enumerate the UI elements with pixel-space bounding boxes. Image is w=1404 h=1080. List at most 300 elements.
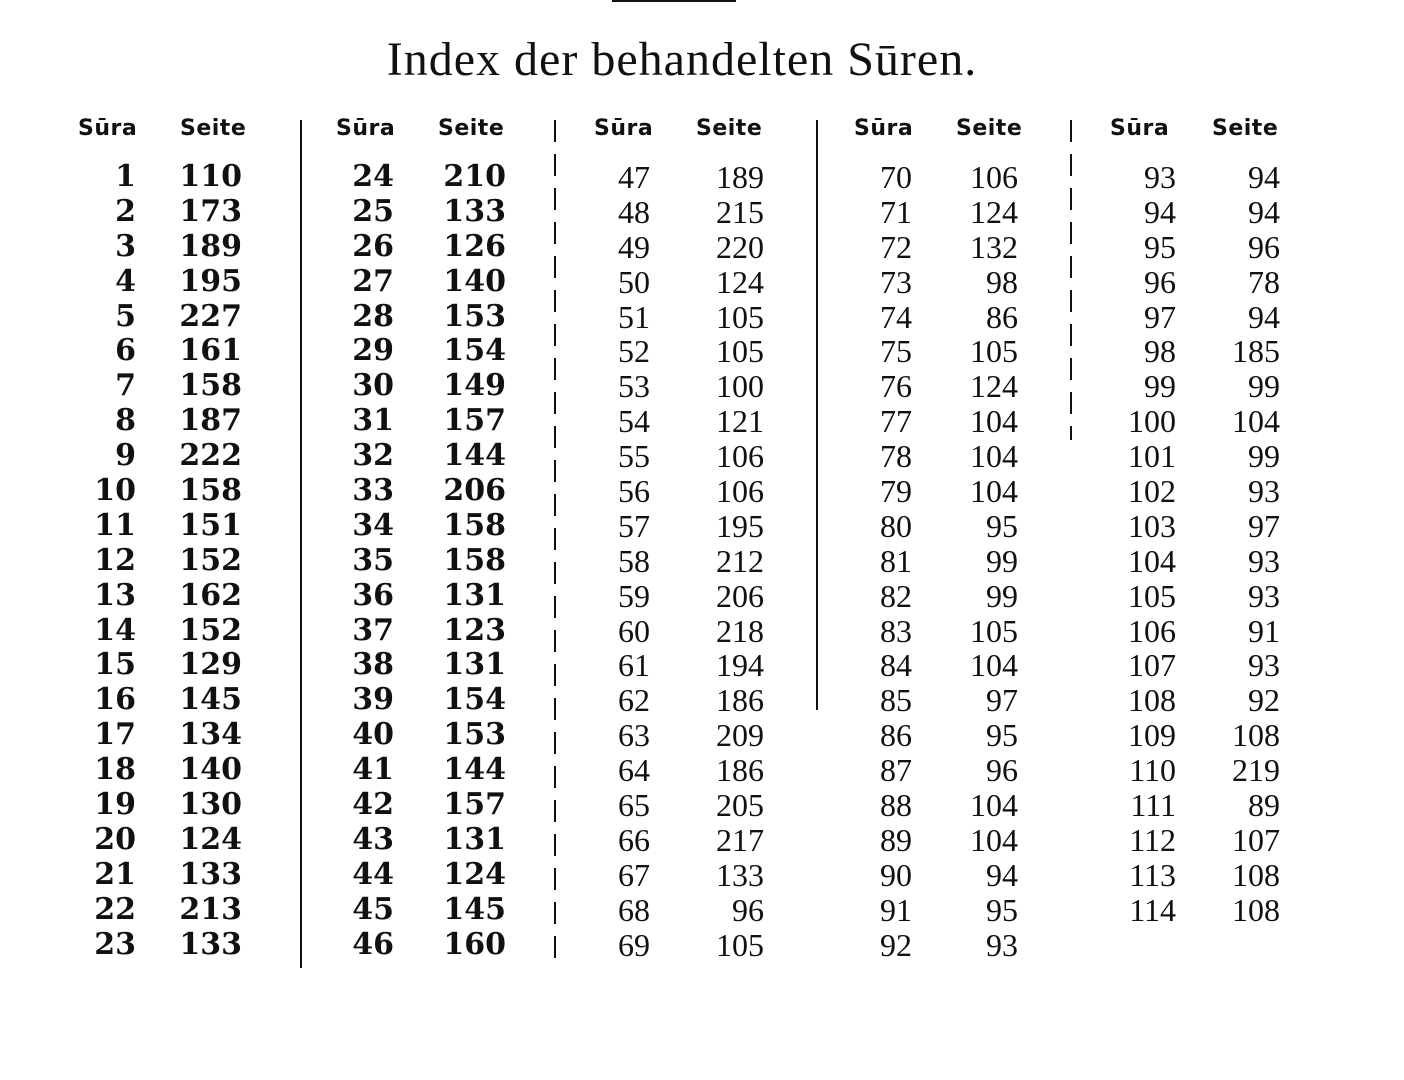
sura-number: 99 [1144,368,1176,405]
sura-number: 60 [618,612,650,649]
page-number: 189 [179,228,242,264]
table-row [854,823,1094,858]
table-row [854,404,1094,439]
table-row [594,369,834,404]
page-number: 149 [443,368,506,404]
table-row [78,858,318,893]
sura-number: 93 [1144,159,1176,195]
table-row [78,230,318,265]
sura-number: 38 [352,647,394,683]
table-row [594,893,834,928]
sura-number: 84 [880,647,912,684]
table-row [1110,404,1350,439]
page-number: 133 [179,926,242,962]
page-number: 104 [970,438,1018,475]
table-row [1110,230,1350,265]
table-row [1110,858,1350,893]
table-row [78,788,318,823]
table-row [594,474,834,509]
table-row [78,893,318,928]
sura-number: 87 [880,752,912,789]
table-row [336,614,576,649]
table-row [78,718,318,753]
page-number: 95 [986,891,1018,928]
page-number: 173 [179,193,242,229]
sura-number: 31 [352,403,394,439]
table-row [336,509,576,544]
table-row [78,195,318,230]
sura-number: 95 [1144,228,1176,265]
page-number: 153 [443,298,506,334]
page-number: 154 [443,682,506,718]
page-number: 94 [986,856,1018,893]
sura-number: 12 [94,542,136,578]
table-row [1110,439,1350,474]
table-row [336,788,576,823]
page-number: 212 [716,542,764,579]
table-row [594,160,834,195]
sura-number: 110 [1129,752,1176,789]
table-row [854,753,1094,788]
page-number: 152 [179,612,242,648]
sura-number: 69 [618,926,650,963]
page-number: 157 [443,403,506,439]
sura-number: 37 [352,612,394,648]
page-number: 108 [1232,856,1280,893]
table-row [1110,544,1350,579]
table-row [594,579,834,614]
sura-number: 1 [115,159,136,194]
table-row [336,893,576,928]
page-number: 105 [970,612,1018,649]
table-row [78,160,318,195]
sura-number: 67 [618,856,650,893]
sura-number: 42 [352,787,394,823]
sura-number: 63 [618,717,650,754]
sura-number: 73 [880,263,912,300]
page-number: 86 [986,298,1018,335]
table-row [854,334,1094,369]
page-number: 131 [443,577,506,613]
table-row [594,648,834,683]
table-row [336,334,576,369]
sura-number: 81 [880,542,912,579]
sura-number: 45 [352,891,394,927]
page-number: 91 [1248,612,1280,649]
sura-number: 13 [94,577,136,613]
sura-number: 50 [618,263,650,300]
table-row [78,265,318,300]
table-row [1110,579,1350,614]
sura-number: 111 [1130,787,1176,824]
sura-number: 70 [880,159,912,195]
sura-number: 46 [352,926,394,962]
sura-number: 103 [1128,507,1176,544]
sura-number: 71 [880,193,912,230]
sura-number: 105 [1128,577,1176,614]
sura-number: 40 [352,717,394,753]
page-number: 106 [716,438,764,475]
page-number: 97 [986,682,1018,719]
page-number: 217 [716,821,764,858]
sura-number: 112 [1129,821,1176,858]
table-row [854,928,1094,963]
page-number: 209 [716,717,764,754]
sura-number: 53 [618,368,650,405]
table-row [854,230,1094,265]
sura-number: 90 [880,856,912,893]
table-row [78,439,318,474]
table-row [594,544,834,579]
sura-number: 113 [1129,856,1176,893]
page-number: 187 [179,403,242,439]
page-number: 126 [443,228,506,264]
sura-number: 44 [352,856,394,892]
table-row [78,509,318,544]
table-row [78,334,318,369]
page-number: 98 [986,263,1018,300]
table-row [854,160,1094,195]
page-number: 133 [716,856,764,893]
sura-number: 36 [352,577,394,613]
table-row [1110,334,1350,369]
page-number: 195 [716,507,764,544]
page-number: 104 [1232,403,1280,440]
page-number: 94 [1248,193,1280,230]
page-number: 152 [179,542,242,578]
table-row [336,579,576,614]
page-number: 158 [443,542,506,578]
table-row [336,683,576,718]
table-row [336,230,576,265]
table-row [1110,265,1350,300]
sura-number: 78 [880,438,912,475]
sura-number: 97 [1144,298,1176,335]
sura-number: 20 [94,821,136,857]
page-number: 108 [1232,891,1280,928]
page-number: 96 [1248,228,1280,265]
table-row [336,474,576,509]
table-row [1110,369,1350,404]
page-number: 106 [716,473,764,510]
sura-number: 109 [1128,717,1176,754]
table-row [854,614,1094,649]
sura-number: 80 [880,507,912,544]
sura-number: 9 [115,438,136,474]
page-number: 186 [716,682,764,719]
sura-number: 106 [1128,612,1176,649]
sura-number: 22 [94,891,136,927]
sura-number: 72 [880,228,912,265]
table-row [854,195,1094,230]
page-number: 160 [443,926,506,962]
table-row [336,718,576,753]
sura-header: Sūra [336,116,396,141]
sura-number: 64 [618,752,650,789]
sura-number: 34 [352,507,394,543]
sura-number: 107 [1128,647,1176,684]
page-number: 107 [1232,821,1280,858]
page-number: 99 [1248,368,1280,405]
table-row [1110,474,1350,509]
page-number: 92 [1248,682,1280,719]
table-row [1110,718,1350,753]
page-number: 132 [970,228,1018,265]
table-row [336,858,576,893]
sura-number: 102 [1128,473,1176,510]
page-number: 104 [970,403,1018,440]
table-row [336,753,576,788]
table-row [336,648,576,683]
sura-number: 7 [115,368,136,404]
page-number: 123 [443,612,506,648]
table-row [336,823,576,858]
sura-number: 25 [352,193,394,229]
page-number: 93 [986,926,1018,963]
page-number: 104 [970,787,1018,824]
table-row [854,474,1094,509]
page-number: 218 [716,612,764,649]
page-number: 145 [179,682,242,718]
page-number: 206 [716,577,764,614]
table-row [78,579,318,614]
table-row [336,439,576,474]
page-number: 124 [970,193,1018,230]
sura-number: 76 [880,368,912,405]
sura-number: 27 [352,263,394,299]
page-number: 108 [1232,717,1280,754]
sura-number: 88 [880,787,912,824]
page-number: 219 [1232,752,1280,789]
page-number: 158 [179,473,242,509]
table-row [594,509,834,544]
page-number: 104 [970,647,1018,684]
sura-number: 4 [115,263,136,299]
page-number: 105 [716,333,764,370]
page-number: 205 [716,787,764,824]
sura-number: 3 [115,228,136,264]
table-row [594,195,834,230]
page-number: 97 [1248,507,1280,544]
table-row [78,683,318,718]
sura-number: 85 [880,682,912,719]
sura-number: 21 [94,856,136,892]
page-number: 222 [179,438,242,474]
sura-number: 16 [94,682,136,718]
table-row [594,928,834,963]
sura-header: Sūra [594,116,654,141]
sura-number: 91 [880,891,912,928]
sura-number: 94 [1144,193,1176,230]
table-row [594,404,834,439]
page-number: 106 [970,159,1018,195]
top-rule [612,0,736,2]
sura-number: 108 [1128,682,1176,719]
sura-number: 61 [618,647,650,684]
sura-number: 35 [352,542,394,578]
table-row [594,858,834,893]
sura-number: 26 [352,228,394,264]
page-number: 153 [443,717,506,753]
table-row [78,404,318,439]
table-row [336,265,576,300]
page-number: 129 [179,647,242,683]
sura-number: 89 [880,821,912,858]
page-number: 185 [1232,333,1280,370]
page-number: 134 [179,717,242,753]
sura-number: 5 [115,298,136,334]
table-row [78,369,318,404]
table-row [78,928,318,963]
table-row [1110,160,1350,195]
page-number: 121 [716,403,764,440]
page-number: 104 [970,473,1018,510]
sura-number: 98 [1144,333,1176,370]
sura-number: 8 [115,403,136,439]
table-row [1110,195,1350,230]
page-number: 105 [716,298,764,335]
page-number: 96 [986,752,1018,789]
sura-number: 52 [618,333,650,370]
page-number: 154 [443,333,506,369]
seite-header: Seite [438,116,505,141]
sura-number: 57 [618,507,650,544]
page-number: 96 [732,891,764,928]
sura-number: 33 [352,473,394,509]
sura-number: 75 [880,333,912,370]
sura-number: 100 [1128,403,1176,440]
sura-number: 83 [880,612,912,649]
sura-number: 41 [352,752,394,788]
page-number: 145 [443,891,506,927]
table-row [336,195,576,230]
page-number: 157 [443,787,506,823]
table-row [1110,300,1350,335]
table-row [78,474,318,509]
sura-number: 39 [352,682,394,718]
seite-header: Seite [1212,116,1279,141]
table-row [854,788,1094,823]
sura-number: 79 [880,473,912,510]
table-row [1110,753,1350,788]
sura-number: 47 [618,159,650,195]
page-number: 124 [716,263,764,300]
sura-number: 51 [618,298,650,335]
sura-number: 58 [618,542,650,579]
page-number: 131 [443,647,506,683]
table-row [854,369,1094,404]
table-row [854,648,1094,683]
sura-number: 32 [352,438,394,474]
sura-number: 24 [352,159,394,194]
page-number: 133 [179,856,242,892]
page-number: 213 [179,891,242,927]
table-row [594,439,834,474]
page-number: 94 [1248,159,1280,195]
table-row [594,230,834,265]
table-row [336,160,576,195]
page-number: 144 [443,752,506,788]
table-row [1110,893,1350,928]
page-number: 94 [1248,298,1280,335]
page-number: 186 [716,752,764,789]
table-row [594,334,834,369]
page-number: 162 [179,577,242,613]
table-row [594,823,834,858]
table-row [594,683,834,718]
page-number: 215 [716,193,764,230]
table-row [78,544,318,579]
table-row [1110,509,1350,544]
sura-number: 92 [880,926,912,963]
page-number: 140 [179,752,242,788]
table-row [854,579,1094,614]
sura-number: 29 [352,333,394,369]
sura-number: 19 [94,787,136,823]
table-row [854,683,1094,718]
page-number: 130 [179,787,242,823]
sura-number: 43 [352,821,394,857]
sura-number: 49 [618,228,650,265]
table-row [78,614,318,649]
table-row [78,300,318,335]
table-row [854,718,1094,753]
sura-number: 68 [618,891,650,928]
sura-number: 11 [94,507,136,543]
table-row [1110,788,1350,823]
sura-header: Sūra [78,116,138,141]
sura-number: 30 [352,368,394,404]
page-number: 161 [179,333,242,369]
seite-header: Seite [956,116,1023,141]
page-number: 140 [443,263,506,299]
sura-number: 74 [880,298,912,335]
seite-header: Seite [180,116,247,141]
sura-number: 28 [352,298,394,334]
sura-number: 59 [618,577,650,614]
seite-header: Seite [696,116,763,141]
sura-number: 17 [94,717,136,753]
page-number: 95 [986,507,1018,544]
sura-number: 23 [94,926,136,962]
page-number: 78 [1248,263,1280,300]
table-row [1110,614,1350,649]
page-number: 133 [443,193,506,229]
table-row [336,928,576,963]
page-number: 93 [1248,542,1280,579]
sura-header: Sūra [854,116,914,141]
table-row [854,893,1094,928]
sura-number: 66 [618,821,650,858]
table-row [594,718,834,753]
table-row [854,300,1094,335]
page-number: 158 [443,507,506,543]
table-row [594,753,834,788]
sura-number: 65 [618,787,650,824]
page-number: 131 [443,821,506,857]
sura-number: 10 [94,473,136,509]
page-number: 95 [986,717,1018,754]
table-row [78,823,318,858]
table-row [854,858,1094,893]
page-number: 194 [716,647,764,684]
sura-number: 2 [115,193,136,229]
sura-number: 56 [618,473,650,510]
page-number: 227 [179,298,242,334]
sura-number: 18 [94,752,136,788]
table-row [1110,823,1350,858]
page-number: 110 [179,159,242,194]
